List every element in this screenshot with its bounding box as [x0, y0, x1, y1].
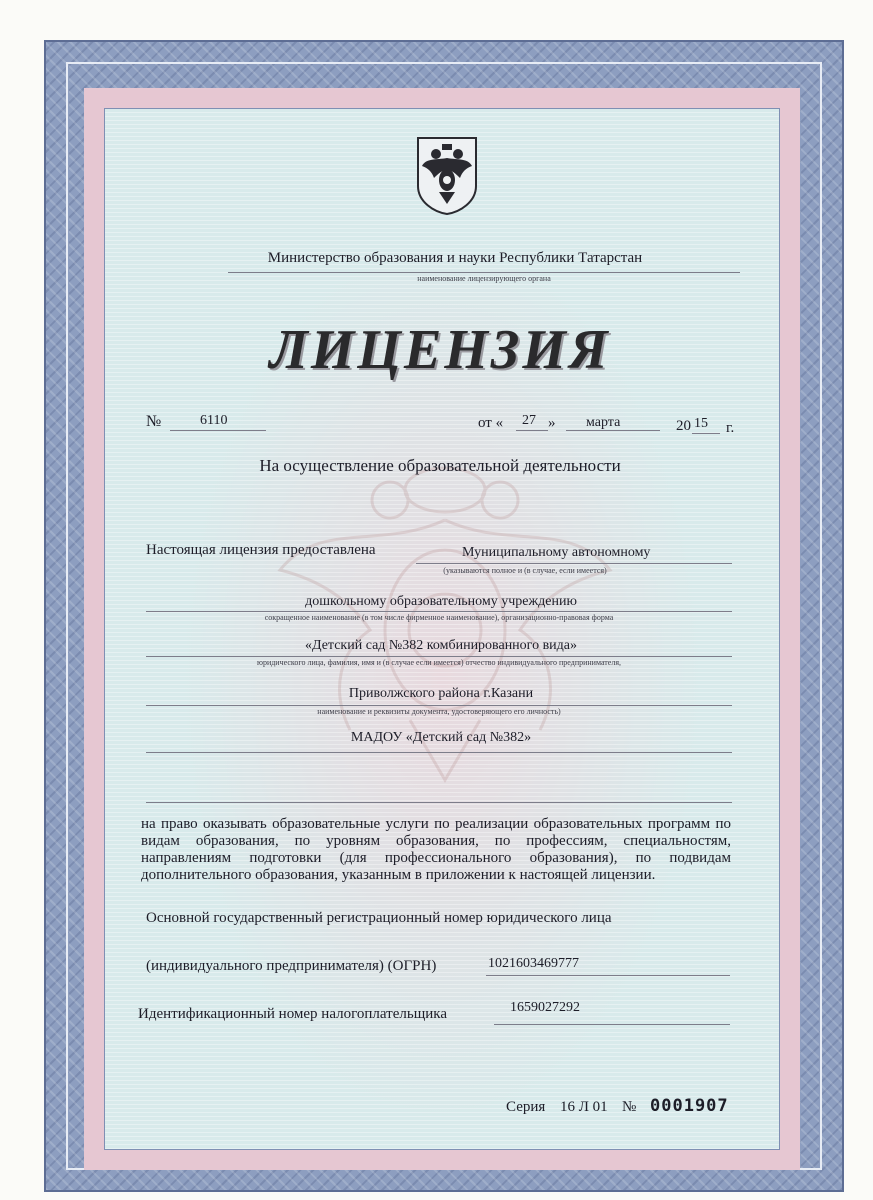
series-label: Серия — [506, 1099, 546, 1115]
month-underline — [566, 430, 660, 431]
year-underline — [692, 433, 720, 434]
ogrn-label-line-1: Основной государственный регистрационный номер юридического лица — [146, 910, 612, 926]
holder-line-3: «Детский сад №382 комбинированного вида» — [304, 638, 578, 653]
year-unit: г. — [726, 420, 735, 436]
number-underline — [170, 430, 266, 431]
holder-caption-2: сокращенное наименование (в том числе фирменное наименование), организационно-правовая форма — [264, 613, 614, 622]
document-title: ЛИЦЕНЗИЯ — [269, 319, 611, 381]
holder-caption-1: (указываются полное и (в случае, если имеется) — [443, 566, 607, 575]
licensing-authority: Министерство образования и науки Республики Татарстан — [267, 250, 643, 266]
holder-underline-4 — [146, 705, 732, 706]
rights-paragraph: на право оказывать образовательные услуги по реализации образовательных программ по видам образования, по уровням образования, по профессиям, специальностям, направлениям подготовки (для профессионального образования), по подвидам дополнительного образования, указанным в приложении к настоящей лицензии. — [141, 816, 731, 883]
authority-caption: наименование лицензирующего органа — [417, 274, 551, 283]
inn-underline — [494, 1024, 730, 1025]
holder-underline-1 — [416, 563, 732, 564]
series-code: 16 Л 01 — [560, 1099, 608, 1115]
day-underline — [516, 430, 548, 431]
license-number-prefix: № — [146, 413, 162, 430]
inn-label: Идентификационный номер налогоплательщика — [138, 1006, 448, 1022]
license-number: 6110 — [200, 413, 228, 428]
ogrn-label-line-2: (индивидуального предпринимателя) (ОГРН) — [146, 958, 437, 974]
series-number-label: № — [622, 1099, 637, 1115]
holder-caption-4: наименование и реквизиты документа, удостоверяющего его личность) — [317, 707, 561, 716]
holder-line-2: дошкольному образовательному учреждению — [305, 594, 577, 609]
holder-underline-6 — [146, 802, 732, 803]
ogrn-value: 1021603469777 — [488, 956, 579, 971]
holder-line-5: МАДОУ «Детский сад №382» — [350, 730, 532, 745]
license-year: 15 — [694, 416, 708, 431]
license-day: 27 — [522, 413, 536, 428]
pink-border-left — [84, 88, 104, 1170]
ogrn-underline — [486, 975, 730, 976]
holder-caption-3: юридического лица, фамилия, имя и (в случае если имеется) отчество индивидуального предпринимателя, — [256, 658, 622, 667]
series-number: 0001907 — [650, 1096, 729, 1116]
granted-label: Настоящая лицензия предоставлена — [146, 542, 376, 558]
date-day-close: » — [548, 415, 556, 431]
pink-border-bottom — [104, 1150, 780, 1170]
holder-underline-5 — [146, 752, 732, 753]
authority-underline — [228, 272, 740, 273]
holder-underline-2 — [146, 611, 732, 612]
pink-border-right — [780, 88, 800, 1170]
date-from-label: от « — [478, 415, 504, 431]
holder-line-1: Муниципальному автономному — [462, 545, 651, 560]
double-headed-eagle-icon — [414, 134, 480, 216]
license-purpose: На осуществление образовательной деятельности — [259, 456, 621, 475]
year-prefix: 20 — [676, 418, 691, 434]
pink-border-top — [104, 88, 780, 108]
license-month: марта — [586, 415, 621, 430]
inn-value: 1659027292 — [510, 1000, 580, 1015]
holder-line-4: Приволжского района г.Казани — [348, 686, 534, 701]
holder-underline-3 — [146, 656, 732, 657]
